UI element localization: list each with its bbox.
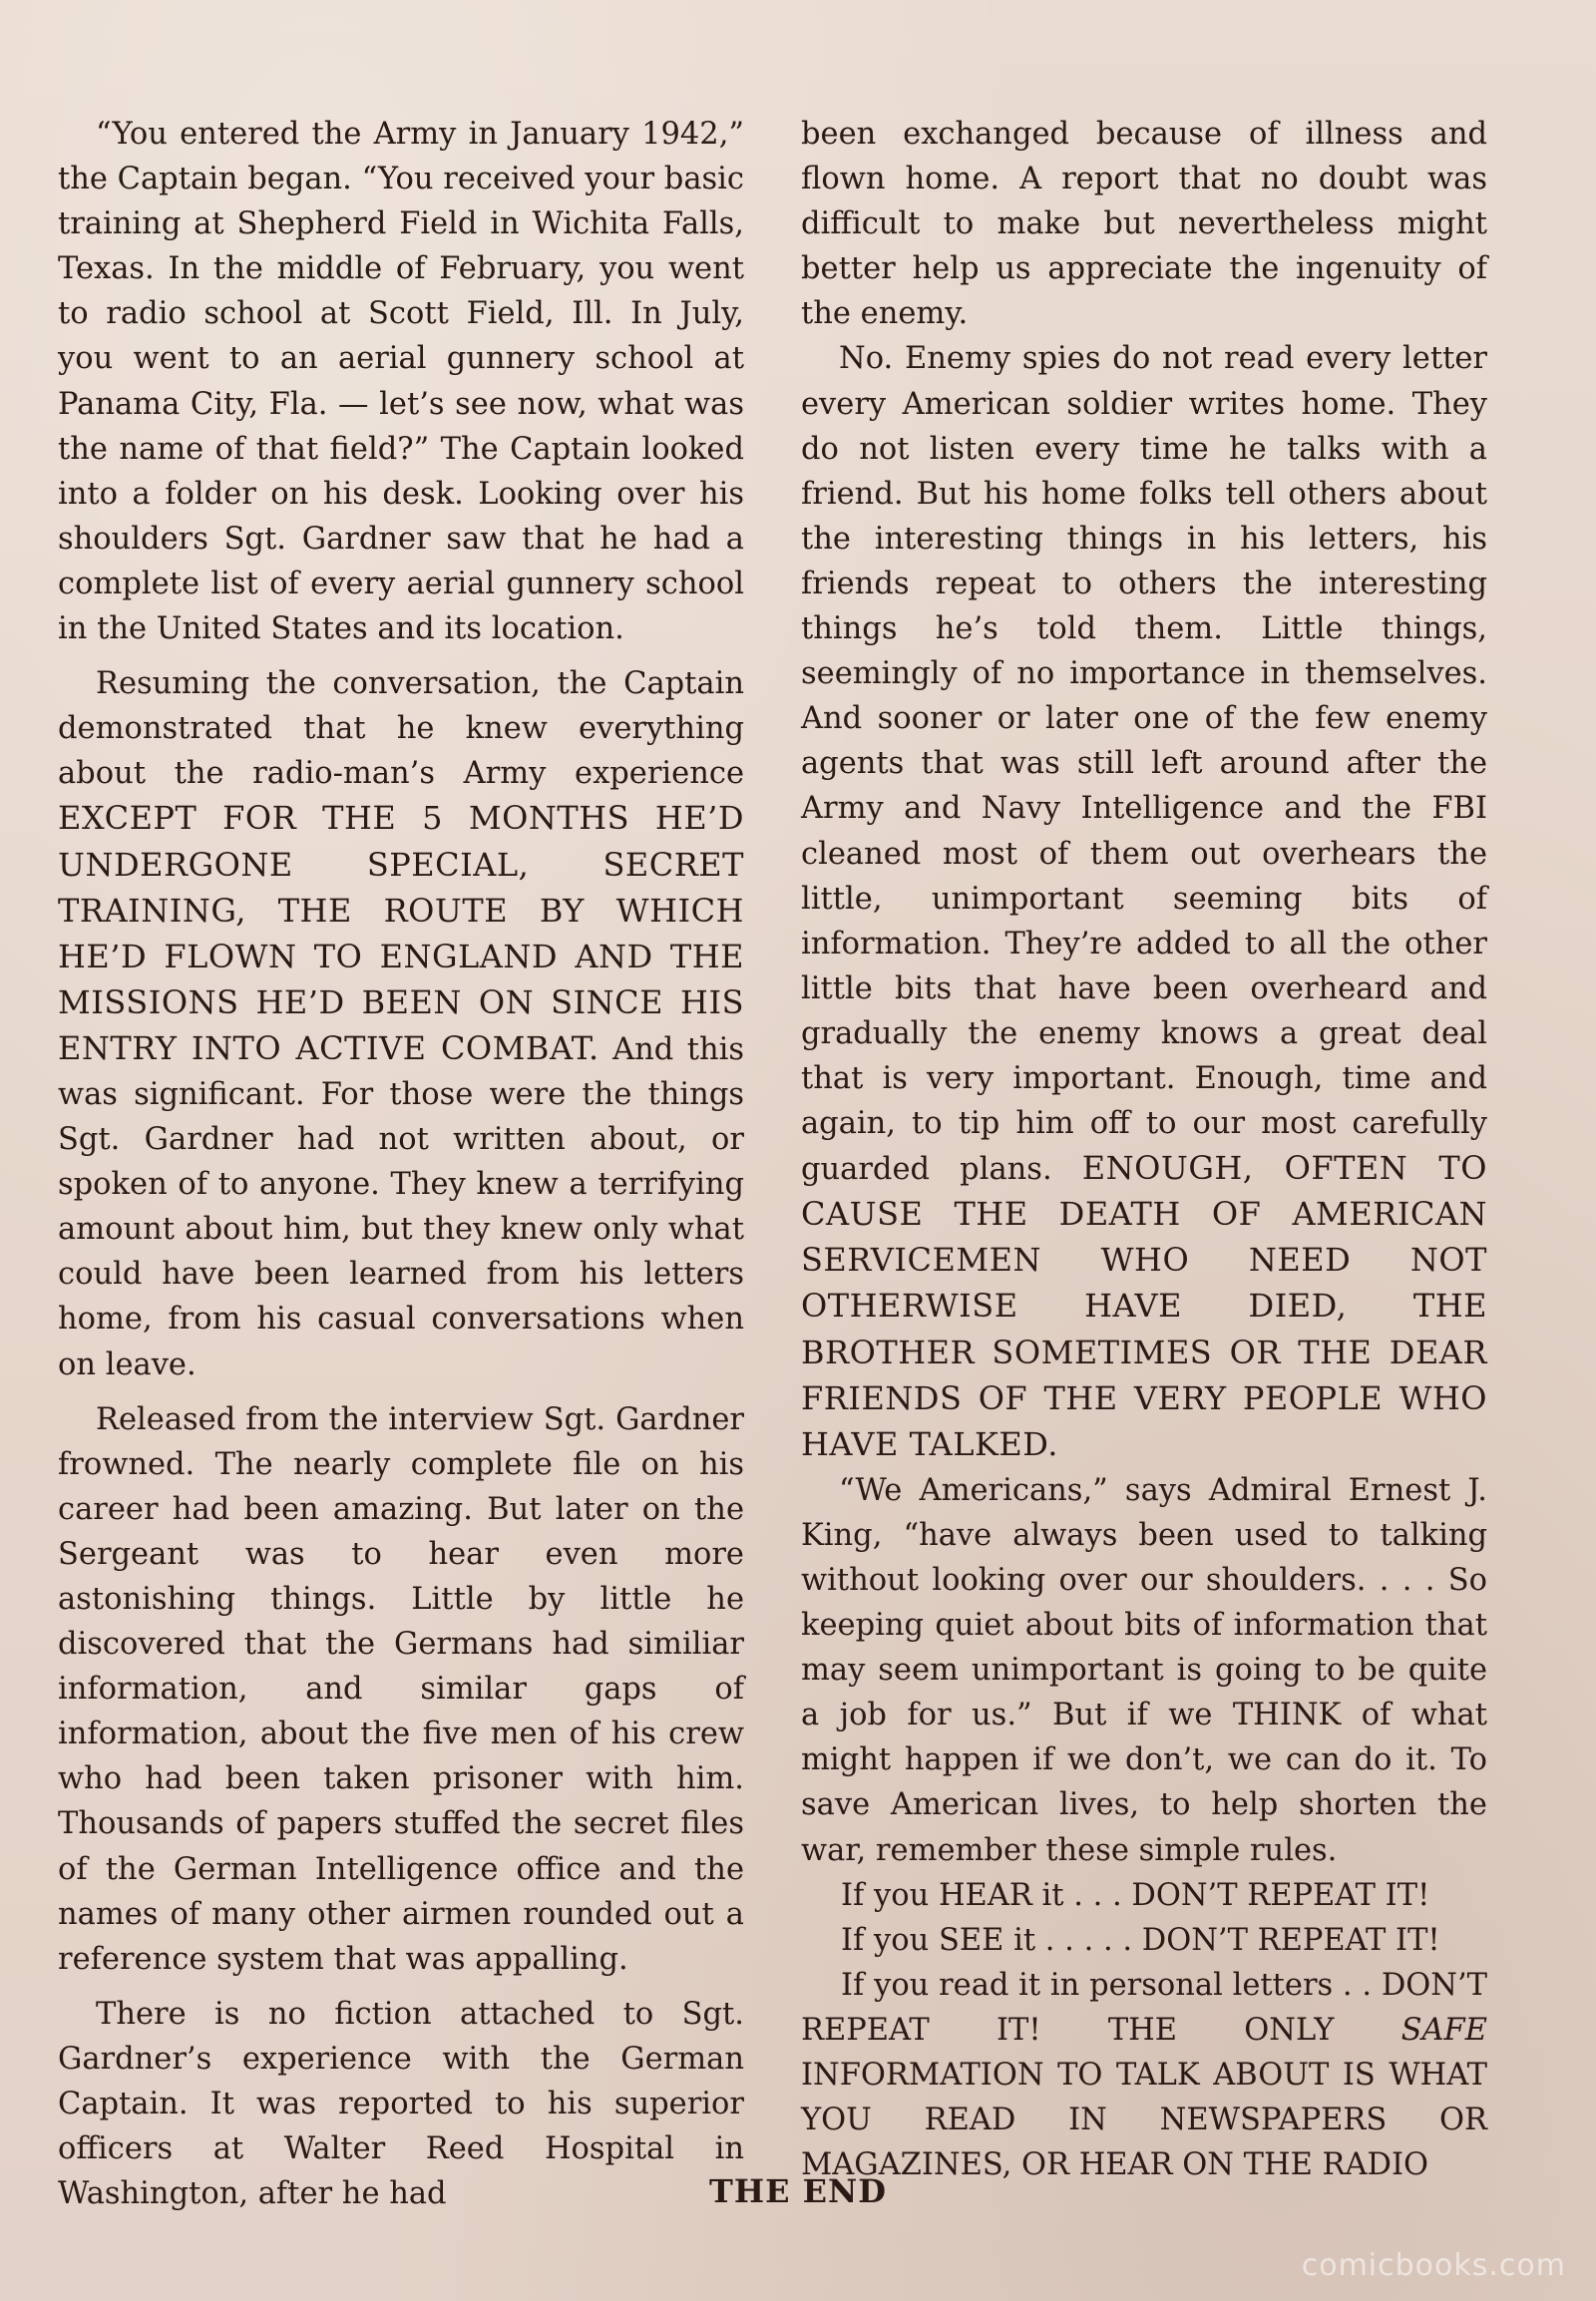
paragraph-text: And this was significant. For those were the things Sgt. Gardner had not written about, or spoken of to anyone. They knew a terrifying amount about him, but they knew only what could have been learned from his letters home, from his casual conversations when on leave.: [58, 1031, 744, 1382]
paragraph: [801, 1468, 1487, 1873]
left-column: [58, 112, 744, 2216]
the-end-label: THE END: [709, 2172, 887, 2210]
rule-read: [801, 1963, 1487, 2187]
rule-see: If you SEE it . . . . . DON’T REPEAT IT!: [841, 1922, 1440, 1958]
watermark: comicbooks.com: [1301, 2248, 1566, 2283]
paragraph: [58, 661, 744, 1387]
paragraph: There is no fiction attached to Sgt. Gardner’s experience with the German Captain. It was reported to his superior officers at Walter Reed Hospital in Washington, after he had: [58, 1996, 744, 2212]
paragraph-text: No. Enemy spies do not read every letter every American soldier writes home. They do not listen every time he talks with a friend. But his home folks tell others about the interesting things in his letters, his friends repeat to others the interesting things he’s told them. Little things, seemingly of no importance in themselves. And sooner or later one of the few enemy agents that was still left around after the Army and Navy Intelligence and the FBI cleaned most of them out overhears the little, unimportant seeming bits of information. They’re added to all the other little bits that have been overheard and gradually the enemy knows a great deal that is very important. Enough, time and again, to tip him off to our most carefully guarded plans.: [801, 341, 1487, 1188]
emphasis-safe: SAFE: [1400, 2012, 1487, 2048]
rule-text: INFORMATION TO TALK ABOUT IS WHAT YOU READ IN NEWSPAPERS OR MAGAZINES, OR HEAR ON THE RADIO: [801, 2058, 1487, 2183]
emphasis-think: THINK: [1232, 1698, 1342, 1733]
emphasis-caps: ENOUGH, OFTEN TO CAUSE THE DEATH OF AMERICAN SERVICEMEN WHO NEED NOT OTHERWISE HAVE DIED, THE BROTHER SOMETIMES OR THE DEAR FRIENDS OF THE VERY PEOPLE WHO HAVE TALKED.: [801, 1149, 1487, 1463]
emphasis-caps: EXCEPT FOR THE 5 MONTHS HE’D UNDERGONE SPECIAL, SECRET TRAINING, THE ROUTE BY WHICH HE’D FLOWN TO ENGLAND AND THE MISSIONS HE’D BEEN ON SINCE HIS ENTRY INTO ACTIVE COMBAT.: [58, 799, 744, 1067]
right-column: [801, 112, 1487, 2187]
paragraph-text: Resuming the conversation, the Captain demonstrated that he knew everything about the radio-man’s Army experience: [58, 666, 744, 792]
rule-hear: If you HEAR it . . . DON’T REPEAT IT!: [841, 1877, 1430, 1913]
paragraph: Released from the interview Sgt. Gardner frowned. The nearly complete file on his career had been amazing. But later on the Sergeant was to hear even more astonishing things. Little by little he discovered that the Germans had similiar information, and similar gaps of information, about the five men of his crew who had been taken prisoner with him. Thousands of papers stuffed the secret files of the German Intelligence office and the names of many other airmen rounded out a reference system that was appalling.: [58, 1401, 744, 1977]
paragraph: [801, 336, 1487, 1467]
rule-text: If you read it in personal letters . . DON’T REPEAT IT! THE ONLY: [801, 1967, 1487, 2048]
paragraph: “You entered the Army in January 1942,” the Captain began. “You received your basic training at Shepherd Field in Wichita Falls, Texas. In the middle of February, you went to radio school at Scott Field, Ill. In July, you went to an aerial gunnery school at Panama City, Fla. — let’s see now, what was the name of that field?” The Captain looked into a folder on his desk. Looking over his shoulders Sgt. Gardner saw that he had a complete list of every aerial gunnery school in the United States and its location.: [58, 117, 744, 647]
paragraph-text: of what might happen if we don’t, we can do it. To save American lives, to help shorten the war, remember these simple rules.: [801, 1698, 1487, 1868]
paragraph-text: “We Americans,” says Admiral Ernest J. King, “have always been used to talking without looking over our shoulders. . . . So keeping quiet about bits of information that may seem unimportant is going to be quite a job for us.” But if we: [801, 1472, 1487, 1733]
paragraph: been exchanged because of illness and flown home. A report that no doubt was difficult to make but nevertheless might better help us appreciate the ingenuity of the enemy.: [801, 117, 1487, 332]
